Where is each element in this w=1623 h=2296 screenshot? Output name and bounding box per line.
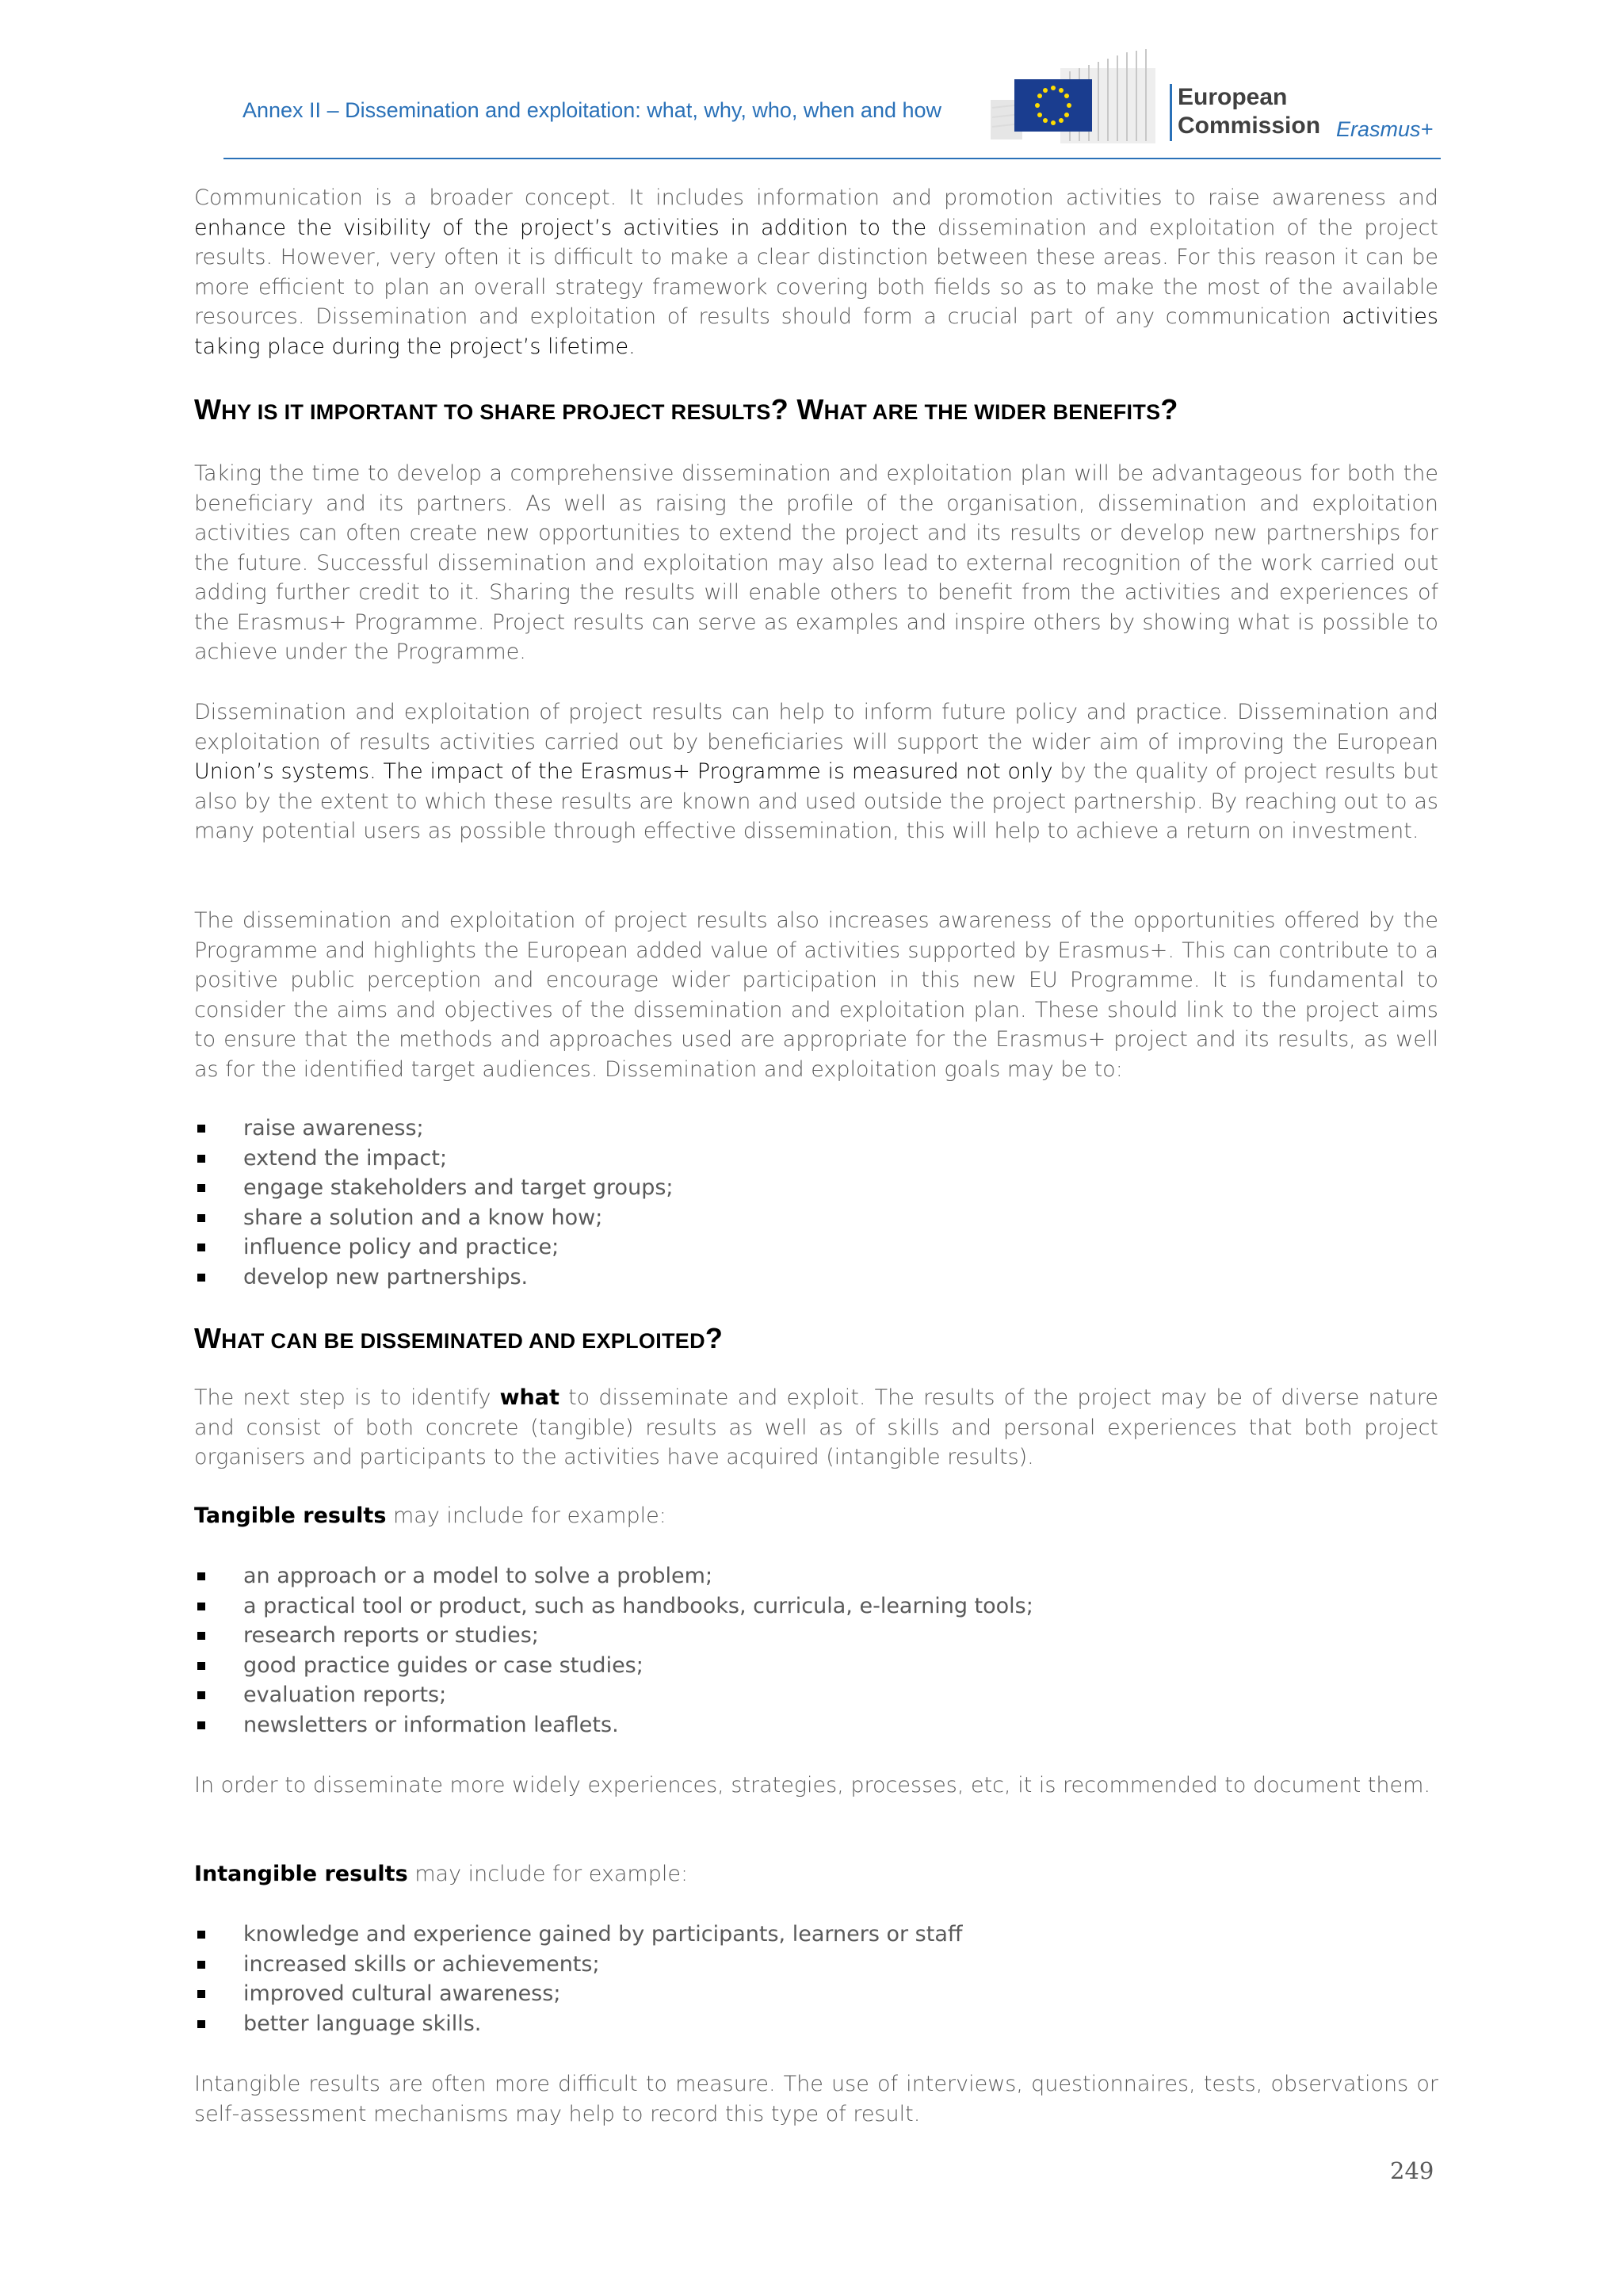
intro-text-2: enhance the visibility of the project’s activities in addition to the (194, 215, 927, 240)
bullet-icon (197, 1184, 205, 1192)
bullet-icon (197, 1155, 205, 1163)
list-item: good practice guides or case studies; (194, 1651, 1438, 1681)
intro-text-1: Communication is a broader concept. It includes information and promotion activities to raise awareness and (194, 185, 1438, 210)
ec-building-flag-icon (983, 44, 1173, 147)
bullet-icon (197, 1603, 205, 1610)
bullet-icon (197, 1244, 205, 1251)
list-item: an approach or a model to solve a problem; (194, 1561, 1438, 1591)
bullet-icon (197, 1274, 205, 1282)
list-item: develop new partnerships. (194, 1263, 1438, 1293)
bullet-icon (197, 1990, 205, 1998)
bullet-icon (197, 2020, 205, 2028)
european-commission-logo (983, 44, 1442, 147)
bullet-icon (197, 1691, 205, 1699)
header-title: Annex II – Dissemination and exploitation: what, why, who, when and how (242, 98, 942, 122)
list-item: extend the impact; (194, 1144, 1438, 1174)
list-item: influence policy and practice; (194, 1232, 1438, 1263)
why-paragraph-3: The dissemination and exploitation of project results also increases awareness of the opportunities offered by the Programme and highlights the European added value of activities supported by Erasmus+. This can contribute to a positive public perception and encourage wider participation in this new EU Programme. It is fundamental to consider the aims and objectives of the dissemination and exploitation plan. These should link to the project aims to ensure that the methods and approaches used are appropriate for the Erasmus+ project and its results, as well as for the identified target audiences. Dissemination and exploitation goals may be to: (194, 908, 1438, 1082)
document-note: In order to disseminate more widely experiences, strategies, processes, etc, it is recommended to document them. (194, 1773, 1430, 1797)
bullet-icon (197, 1961, 205, 1969)
goals-list (194, 1114, 1438, 1292)
section-heading-why: WHY IS IT IMPORTANT TO SHARE PROJECT RESULTS? WHAT ARE THE WIDER BENEFITS? (194, 393, 1178, 426)
list-item: a practical tool or product, such as handbooks, curricula, e-learning tools; (194, 1591, 1438, 1622)
why-paragraph-1: Taking the time to develop a comprehensive dissemination and exploitation plan will be advantageous for both the beneficiary and its partners. As well as raising the profile of the organisation, dissemination and exploitation activities can often create new opportunities to extend the project and its results or develop new partnerships for the future. Successful dissemination and exploitation may also lead to external recognition of the work carried out adding further credit to it. Sharing the results will enable others to benefit from the activities and experiences of the Erasmus+ Programme. Project results can serve as examples and inspire others by showing what is possible to achieve under the Programme. (194, 461, 1438, 664)
list-item: improved cultural awareness; (194, 1979, 1438, 2009)
logo-erasmus-plus: Erasmus+ (1336, 117, 1434, 141)
list-item: better language skills. (194, 2009, 1438, 2039)
what-paragraph-1: The next step is to identify what to disseminate and exploit. The results of the project may be of diverse nature and consist of both concrete (tangible) results as well as of skills and personal experiences that both project organisers and participants to the activities have acquired (intangible results). (194, 1385, 1438, 1469)
bullet-icon (197, 1125, 205, 1133)
intro-paragraph (194, 183, 1438, 361)
intangible-intro: Intangible results may include for example: (194, 1862, 689, 1886)
intangible-results-list (194, 1920, 1438, 2038)
bullet-icon (197, 1632, 205, 1640)
logo-word-commission: Commission (1178, 113, 1321, 139)
section-heading-what: WHAT CAN BE DISSEMINATED AND EXPLOITED? (194, 1322, 724, 1354)
closing-paragraph: Intangible results are often more difficult to measure. The use of interviews, questionnaires, tests, observations or self-assessment mechanisms may help to record this type of result. (194, 2072, 1438, 2126)
list-item: evaluation reports; (194, 1680, 1438, 1710)
bullet-icon (197, 1662, 205, 1670)
list-item: share a solution and a know how; (194, 1203, 1438, 1233)
list-item: newsletters or information leaflets. (194, 1710, 1438, 1740)
list-item: research reports or studies; (194, 1621, 1438, 1651)
list-item: raise awareness; (194, 1114, 1438, 1144)
header-divider (223, 158, 1441, 159)
bullet-icon (197, 1721, 205, 1729)
list-item: increased skills or achievements; (194, 1950, 1438, 1980)
why-paragraph-2: Dissemination and exploitation of project results can help to inform future policy and practice. Dissemination and exploitation of results activities carried out by beneficiaries will support the wider aim of improving the European Union’s systems. The impact of the Erasmus+ Programme is measured not only by the quality of project results but also by the extent to which these results are known and used outside the project partnership. By reaching out to as many potential users as possible through effective dissemination, this will help to achieve a return on investment. (194, 700, 1438, 843)
intro-text-4: activities taking place during the project’s lifetime. (194, 304, 1438, 359)
intro-text-3: dissemination and exploitation of the project results. However, very often it is difficult to make a clear distinction between these areas. For this reason it can be more efficient to plan an overall strategy framework covering both fields so as to make the most of the available resources. Dissemination and exploitation of results should form a crucial part of any communication (194, 215, 1438, 329)
list-item: knowledge and experience gained by participants, learners or staff (194, 1920, 1438, 1950)
tangible-results-list (194, 1561, 1438, 1740)
bullet-icon (197, 1214, 205, 1222)
page-number: 249 (1390, 2157, 1434, 2184)
bullet-icon (197, 1572, 205, 1580)
list-item: engage stakeholders and target groups; (194, 1173, 1438, 1203)
tangible-intro: Tangible results may include for example: (194, 1503, 666, 1528)
logo-word-european: European (1178, 84, 1288, 110)
bullet-icon (197, 1931, 205, 1939)
